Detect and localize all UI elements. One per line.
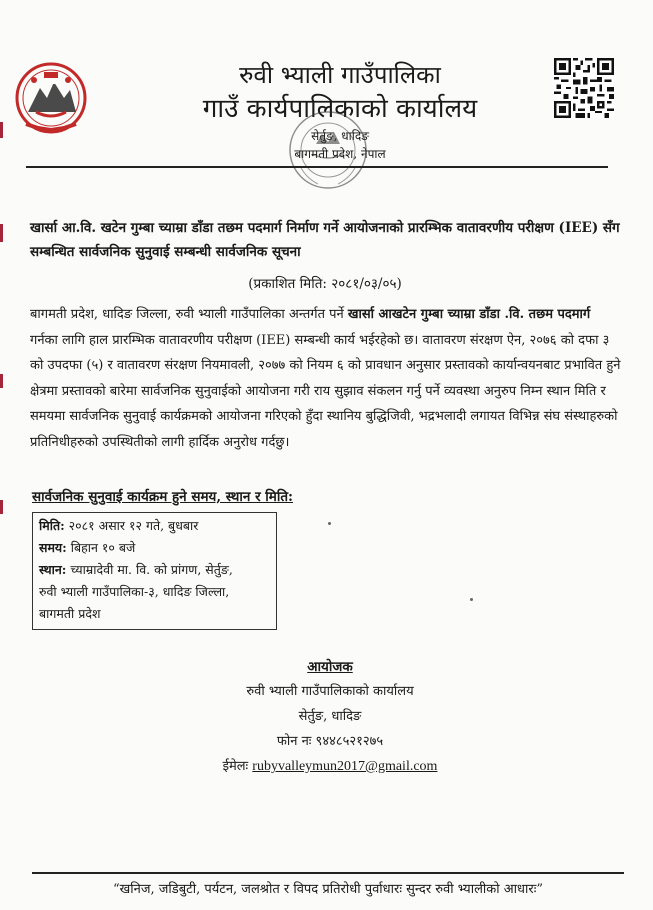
footer-slogan: “खनिज, जडिबुटी, पर्यटन, जलश्रोत र विपद प्रतिरोधी पुर्वाधारः सुन्दर रुवी भ्यालीको आधारः” [113,882,543,897]
qr-code-icon [554,58,614,118]
edge-mark [0,500,3,514]
office-location: सेर्तुङ, धादिङ [311,129,369,143]
time-label: समय: [39,540,67,555]
scan-speck [470,598,473,601]
program-place [39,559,276,581]
edge-mark [0,374,3,388]
footer-divider [32,872,624,874]
notice-body [30,302,622,455]
edge-mark [0,224,3,242]
office-province: बागमती प्रदेश, नेपाल [294,147,386,161]
program-date [39,515,276,537]
organizer-email-line [150,757,510,777]
scan-speck [328,522,331,525]
office-seal-stamp [286,108,370,192]
edge-mark [0,122,3,138]
project-name: खार्सा आखटेन गुम्बा च्याम्रा डाँडा .वि. तछम पदमार्ग [347,307,591,322]
date-label: मिति: [39,518,65,533]
program-details-box [32,512,277,630]
email-link[interactable]: rubyvalleymun2017@gmail.com [252,759,438,774]
body-rest: गर्नका लागि हाल प्रारम्भिक वातावरणीय परीक्षण (IEE) सम्बन्धी कार्य भईरहेको छ। वातावरण संरक्षण ऐन, २०७६ को दफा ३ को उपदफा (५) र वातावरण संरक्षण नियमावली, २०७७ को नियम ६ को प्रावधान अनुसार प्रस्तावको कार्यान्वयनबाट प्रभावित हुने क्षेत्रमा प्रस्तावको बारेमा सार्वजनिक सुनुवाईको आयोजना गरी राय सुझाव संकलन गर्नु पर्ने व्यवस्था अनुरुप निम्न स्थान मिति र समयमा सार्वजनिक सुनुवाई कार्यक्रमको आयोजना गरिएको हुँदा स्थानिय बुद्धिजिवी, भद्रभलादी लगायत विभिन्न संघ संस्थाहरुको प्रतिनिधीहरुको उपस्थितीको लागी हार्दिक अनुरोध गर्दछु। [30,332,621,450]
place-label: स्थान: [39,562,67,577]
program-heading: सार्वजनिक सुनुवाई कार्यक्रम हुने समय, स्थान र मिति: [32,489,294,505]
notice-title: खार्सा आ.वि. खटेन गुम्बा च्याम्रा डाँडा तछम पदमार्ग निर्माण गर्ने आयोजनाको प्रारम्भिक वातावरणीय परीक्षण (IEE) सँग सम्बन्धित सार्वजनिक सुनुवाई सम्बन्धी सार्वजनिक सूचना [30,220,620,260]
time-value: बिहान १० बजे [66,540,136,555]
municipality-name: रुवी भ्याली गाउँपालिका [239,61,441,89]
place-line-2: रुवी भ्याली गाउँपालिका-३, धादिङ जिल्ला, [39,584,230,599]
body-intro: बागमती प्रदेश, धादिङ जिल्ला, रुवी भ्याली गाउँपालिका अन्तर्गत पर्ने [30,307,348,322]
organizer-phone: फोन नः ९४४८५२१२७५ [276,734,384,749]
date-value: २०८१ असार १२ गते, बुधबार [64,518,199,533]
place-line-3: बागमती प्रदेश [39,606,101,621]
email-label: ईमेलः [222,759,253,774]
header-divider [26,166,608,168]
published-date: (प्रकाशित मिति: २०८१/०३/०५) [248,276,402,292]
organizer-heading: आयोजक [307,659,353,675]
place-line-1: च्याम्रादेवी मा. वि. को प्रांगण, सेर्तुङ, [66,562,233,577]
organizer-address: सेर्तुङ, धादिङ [298,709,362,724]
office-name: गाउँ कार्यपालिकाको कार्यालय [202,94,478,124]
national-emblem-icon [14,58,88,138]
program-time [39,537,276,559]
organizer-name: रुवी भ्याली गाउँपालिकाको कार्यालय [246,684,414,699]
